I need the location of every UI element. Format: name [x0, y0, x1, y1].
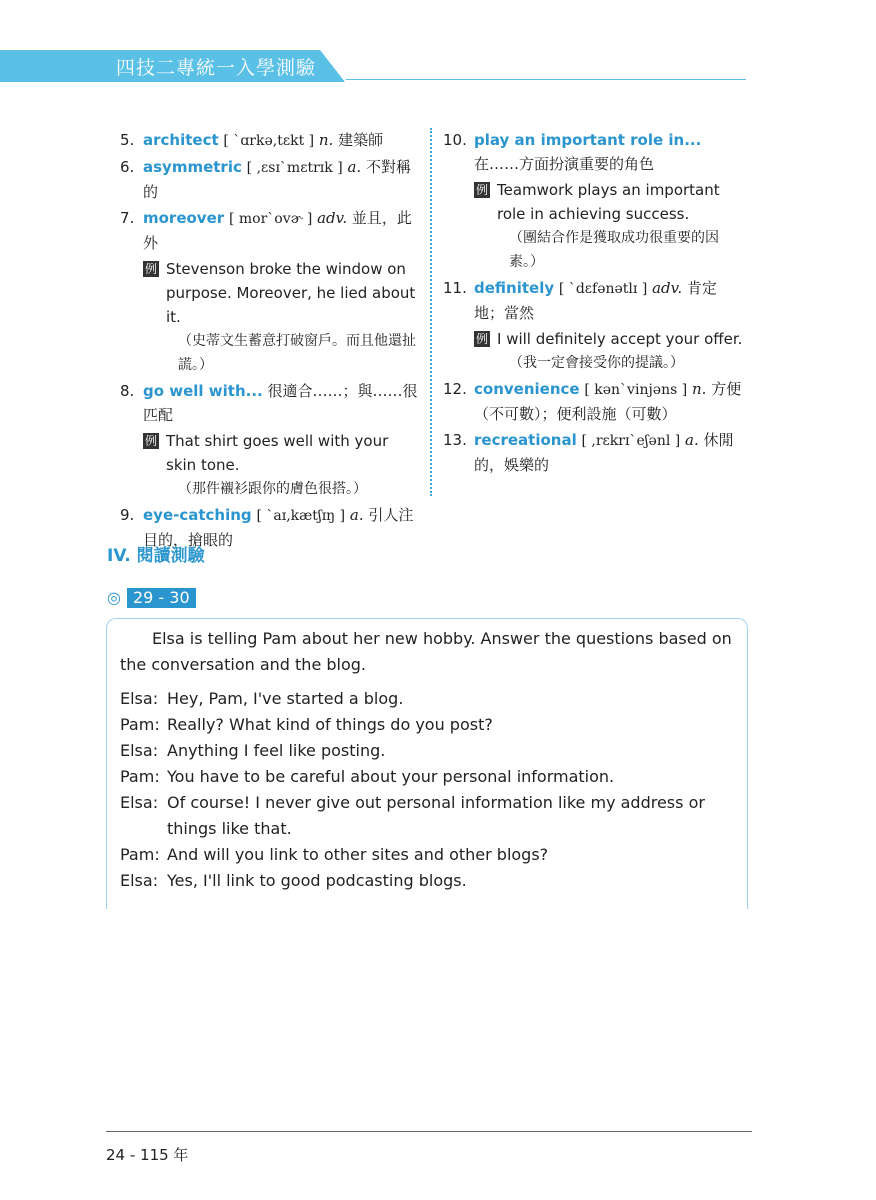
vocab-part-of-speech: n. — [691, 380, 707, 398]
vocab-head — [474, 428, 743, 477]
example-sentence: Teamwork plays an important role in achieving success. — [497, 181, 720, 223]
vocab-word: architect — [143, 131, 219, 149]
passage — [120, 626, 738, 894]
vocab-word: play an important role in... — [474, 131, 702, 149]
vocab-part-of-speech: adv. — [652, 279, 683, 297]
dialogue-line — [120, 738, 738, 764]
dialogue-line — [120, 868, 738, 894]
vocab-definition: 很適合……；與……很匹配 — [143, 382, 418, 424]
dialogue-text: Anything I feel like posting. — [167, 741, 386, 760]
example-block — [474, 178, 743, 274]
dialogue-line — [120, 790, 738, 842]
vocab-entry — [443, 128, 743, 274]
vocab-definition: 建築師 — [338, 131, 384, 149]
vocab-entry — [120, 155, 420, 204]
dialogue-text: Hey, Pam, I've started a blog. — [167, 689, 404, 708]
vocab-definition: 不對稱的 — [143, 158, 411, 201]
dialogue-text: You have to be careful about your personal information. — [167, 767, 615, 786]
vocab-word: eye-catching — [143, 506, 252, 524]
vocab-word: asymmetric — [143, 158, 242, 176]
vocab-number: 5. — [120, 131, 135, 149]
example-badge: 例 — [475, 183, 488, 197]
vocab-entry — [443, 276, 743, 375]
vocab-number: 11. — [443, 279, 467, 297]
example-badge: 例 — [144, 262, 157, 276]
vocab-entry — [120, 128, 420, 153]
vocab-word: convenience — [474, 380, 580, 398]
example-block — [143, 429, 420, 501]
vocab-pronunciation: [ kənˋvinjəns ] — [584, 382, 688, 398]
vocab-entry — [443, 428, 743, 477]
example-sentence: I will definitely accept your offer. — [497, 330, 743, 348]
range-tag: 29 - 30 — [127, 588, 196, 608]
dialogue — [120, 686, 738, 894]
vocab-part-of-speech: a. — [685, 431, 699, 449]
dialogue-text: And will you link to other sites and other blogs? — [167, 845, 549, 864]
dialogue-speaker: Pam: — [120, 845, 160, 864]
dialogue-line — [120, 842, 738, 868]
vocab-part-of-speech: a. — [349, 506, 364, 524]
example-badge: 例 — [475, 332, 488, 346]
example-translation: （我一定會接受你的提議。） — [509, 355, 684, 371]
vocab-definition: 休閒的，娛樂的 — [474, 431, 734, 474]
vocab-head — [143, 379, 420, 427]
dialogue-speaker: Pam: — [120, 767, 160, 786]
vocab-number: 13. — [443, 431, 467, 449]
dialogue-text: Really? What kind of things do you post? — [167, 715, 493, 734]
passage-intro: Elsa is telling Pam about her new hobby. Answer the questions based on the conversation and the blog. — [120, 629, 732, 674]
vocab-number: 9. — [120, 506, 135, 524]
dialogue-speaker: Elsa: — [120, 689, 159, 708]
vocab-head — [143, 155, 420, 204]
vocab-pronunciation: [ ,ɛsɪˋmɛtrɪk ] — [246, 160, 343, 176]
vocab-word: go well with... — [143, 382, 263, 400]
example-translation: （那件襯衫跟你的膚色很搭。） — [178, 481, 367, 497]
example-badge: 例 — [144, 434, 157, 448]
dialogue-speaker: Pam: — [120, 715, 160, 734]
column-divider — [430, 128, 432, 496]
dialogue-line — [120, 764, 738, 790]
dialogue-line — [120, 712, 738, 738]
example-translation: （團結合作是獲取成功很重要的因素。） — [509, 230, 719, 270]
vocab-number: 6. — [120, 158, 135, 176]
vocab-definition: 引人注目的，搶眼的 — [143, 506, 414, 549]
vocab-word: definitely — [474, 279, 555, 297]
example-translation: （史蒂文生蓄意打破窗戶。而且他還扯謊。） — [178, 333, 416, 373]
vocab-word: moreover — [143, 209, 225, 227]
vocab-pronunciation: [ ˋdɛfənətlɪ ] — [558, 281, 648, 297]
header-title: 四技二專統一入學測驗 — [116, 57, 317, 79]
example-block — [143, 257, 420, 377]
page-number: 24 - 115 年 — [106, 1146, 189, 1164]
dialogue-speaker: Elsa: — [120, 871, 159, 890]
vocab-definition: 在……方面扮演重要的角色 — [474, 155, 655, 173]
vocab-pronunciation: [ ˋɑrkə,tɛkt ] — [223, 133, 315, 149]
vocab-entry — [120, 206, 420, 377]
vocab-definition: 肯定地；當然 — [474, 279, 717, 322]
vocab-number: 12. — [443, 380, 467, 398]
example-sentence: That shirt goes well with your skin tone. — [166, 432, 389, 474]
vocab-entry — [120, 379, 420, 501]
vocab-head — [474, 128, 743, 176]
vocab-definition: 方便（不可數）；便利設施（可數） — [474, 380, 742, 423]
vocab-head — [143, 206, 420, 255]
dialogue-line — [120, 686, 738, 712]
vocab-column-left — [120, 128, 420, 554]
vocab-head — [474, 276, 743, 325]
vocab-head — [474, 377, 743, 426]
vocab-part-of-speech: adv. — [317, 209, 348, 227]
vocab-column-right — [443, 128, 743, 479]
vocab-word: recreational — [474, 431, 577, 449]
dialogue-speaker: Elsa: — [120, 793, 159, 812]
vocab-pronunciation: [ ,rɛkrɪˋeʃənl ] — [581, 433, 681, 449]
header-rule — [346, 79, 746, 80]
dialogue-text: Yes, I'll link to good podcasting blogs. — [167, 871, 467, 890]
dialogue-text: Of course! I never give out personal information like my address or things like that. — [167, 793, 705, 838]
vocab-pronunciation: [ morˋovɚ ] — [228, 211, 313, 227]
vocab-pronunciation: [ ˋaɪ,kætʃɪŋ ] — [256, 508, 346, 524]
vocab-head — [143, 128, 420, 153]
vocab-entry — [443, 377, 743, 426]
dialogue-speaker: Elsa: — [120, 741, 159, 760]
vocab-definition: 並且，此外 — [143, 209, 412, 252]
vocab-number: 8. — [120, 382, 135, 400]
range-mark: ◎ — [107, 588, 121, 607]
vocab-part-of-speech: n. — [318, 131, 334, 149]
vocab-number: 7. — [120, 209, 135, 227]
vocab-number: 10. — [443, 131, 467, 149]
footer-rule — [106, 1131, 752, 1132]
section-title: IV. 閱讀測驗 — [107, 546, 205, 566]
question-range — [107, 588, 196, 608]
example-sentence: Stevenson broke the window on purpose. Moreover, he lied about it. — [166, 260, 416, 326]
vocab-part-of-speech: a. — [347, 158, 362, 176]
example-block — [474, 327, 743, 375]
